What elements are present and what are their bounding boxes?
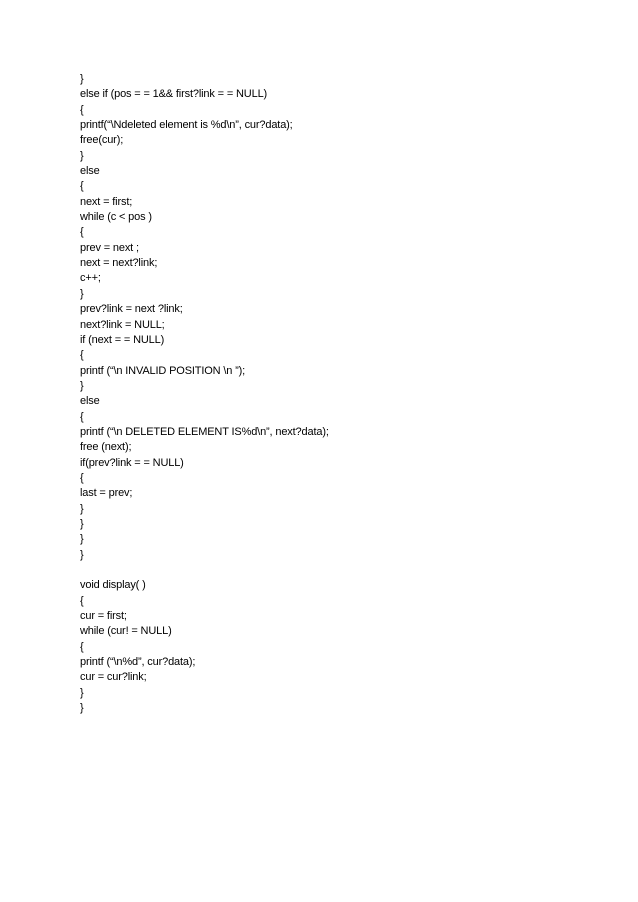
- code-line: cur = first;: [80, 610, 127, 623]
- code-line: {: [80, 180, 84, 193]
- code-line: }: [80, 517, 84, 530]
- code-line: }: [80, 548, 84, 561]
- code-line: printf (“\n INVALID POSITION \n ”);: [80, 364, 246, 377]
- code-line: while (c < pos ): [80, 211, 152, 224]
- code-line: }: [80, 533, 84, 546]
- code-listing: [80, 72, 600, 716]
- code-line: if(prev?link = = NULL): [80, 456, 184, 469]
- code-line: {: [80, 226, 84, 239]
- code-line: while (cur! = NULL): [80, 625, 172, 638]
- code-line: {: [80, 349, 84, 362]
- code-line: else if (pos = = 1&& first?link = = NULL): [80, 88, 268, 101]
- code-line: next?link = NULL;: [80, 318, 165, 331]
- code-line: printf (“\n DELETED ELEMENT IS%d\n”, next?data);: [80, 425, 329, 438]
- code-line: }: [80, 287, 84, 300]
- code-line: else: [80, 395, 100, 408]
- code-line: void display( ): [80, 579, 146, 592]
- code-line: next = next?link;: [80, 257, 158, 270]
- code-line: {: [80, 471, 84, 484]
- code-line: next = first;: [80, 195, 133, 208]
- code-line: }: [80, 502, 84, 515]
- code-line: last = prev;: [80, 487, 133, 500]
- code-line: free(cur);: [80, 134, 124, 147]
- code-line: printf (“\n%d”, cur?data);: [80, 656, 196, 669]
- code-line: {: [80, 594, 84, 607]
- code-line: {: [80, 640, 84, 653]
- code-line: {: [80, 103, 84, 116]
- code-line: else: [80, 165, 100, 178]
- code-line: c++;: [80, 272, 101, 285]
- code-line: prev?link = next ?link;: [80, 303, 183, 316]
- code-line: }: [80, 379, 84, 392]
- code-line: }: [80, 686, 84, 699]
- code-line: {: [80, 410, 84, 423]
- code-line: cur = cur?link;: [80, 671, 147, 684]
- code-line: [80, 563, 600, 578]
- code-line: }: [80, 73, 84, 85]
- code-line: printf(“\Ndeleted element is %d\n”, cur?data);: [80, 119, 293, 132]
- code-line: if (next = = NULL): [80, 333, 165, 346]
- code-line: }: [80, 149, 84, 162]
- code-line: free (next);: [80, 441, 132, 454]
- code-line: }: [80, 702, 84, 715]
- code-line: prev = next ;: [80, 241, 139, 254]
